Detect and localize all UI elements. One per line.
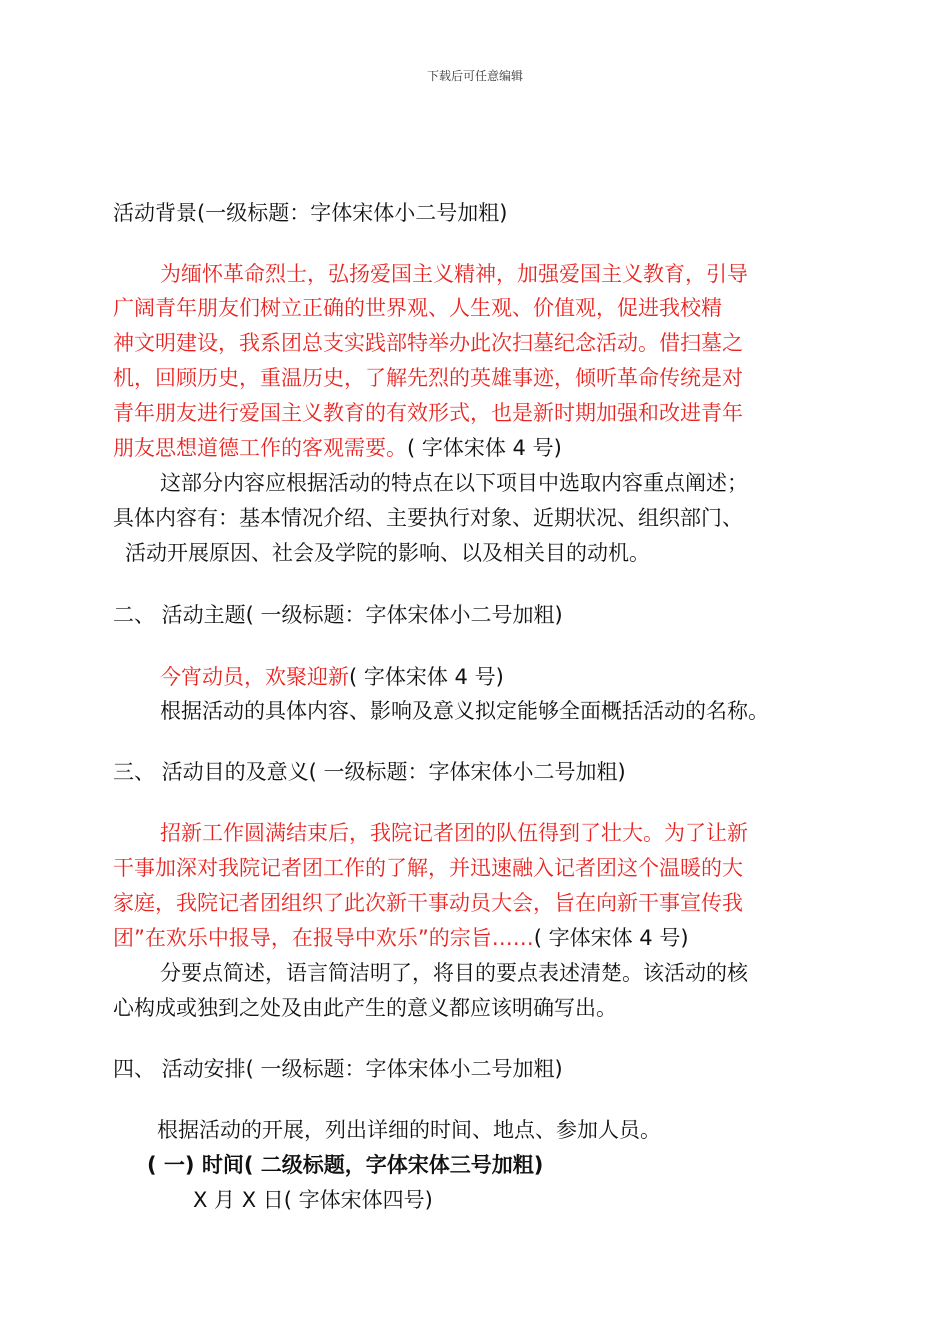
s3-red-line-4 bbox=[113, 923, 689, 953]
section-4-title: 四、 活动安排( 一级标题：字体宋体小二号加粗) bbox=[113, 1057, 563, 1081]
s1-red-note: ( 字体宋体 4 号) bbox=[407, 436, 562, 460]
s1-red-line-6-text: 朋友思想道德工作的客观需要。 bbox=[113, 436, 407, 460]
s3-red-note: ( 字体宋体 4 号) bbox=[533, 926, 689, 950]
s2-theme-text: 今宵动员，欢聚迎新 bbox=[160, 665, 349, 689]
s4-date-line: X 月 X 日( 字体宋体四号) bbox=[193, 1188, 433, 1212]
section-3-title: 三、 活动目的及意义( 一级标题：字体宋体小二号加粗) bbox=[113, 760, 626, 784]
s3-black-line-1: 分要点简述，语言简洁明了，将目的要点表述清楚。该活动的核 bbox=[160, 961, 748, 985]
s2-theme-note: ( 字体宋体 4 号) bbox=[349, 665, 504, 689]
s1-black-line-1: 这部分内容应根据活动的特点在以下项目中选取内容重点阐述； bbox=[160, 471, 748, 495]
s1-red-line-5: 青年朋友进行爱国主义教育的有效形式，也是新时期加强和改进青年 bbox=[113, 401, 743, 425]
s4-intro: 根据活动的开展，列出详细的时间、地点、参加人员。 bbox=[157, 1118, 661, 1142]
s1-red-line-3: 神文明建设，我系团总支实践部特举办此次扫墓纪念活动。借扫墓之 bbox=[113, 331, 743, 355]
s3-red-line-2: 干事加深对我院记者团工作的了解，并迅速融入记者团这个温暖的大 bbox=[113, 856, 743, 880]
s1-red-line-4: 机，回顾历史，重温历史，了解先烈的英雄事迹，倾听革命传统是对 bbox=[113, 366, 743, 390]
s3-red-line-4-text: 团”在欢乐中报导，在报导中欢乐”的宗旨…… bbox=[113, 926, 534, 950]
s1-black-line-2: 具体内容有：基本情况介绍、主要执行对象、近期状况、组织部门、 bbox=[113, 506, 743, 530]
s1-black-line-3: 活动开展原因、社会及学院的影响、以及相关目的动机。 bbox=[125, 541, 650, 565]
s1-red-line-2: 广阔青年朋友们树立正确的世界观、人生观、价值观，促进我校精 bbox=[113, 296, 722, 320]
page-header: 下载后可任意编辑 bbox=[426, 69, 523, 83]
s3-red-line-3: 家庭，我院记者团组织了此次新干事动员大会，旨在向新干事宣传我 bbox=[113, 891, 743, 915]
s2-theme-line bbox=[160, 662, 504, 692]
s2-black-line: 根据活动的具体内容、影响及意义拟定能够全面概括活动的名称。 bbox=[160, 699, 769, 723]
s4-subheading-time: ( 一) 时间( 二级标题，字体宋体三号加粗) bbox=[147, 1153, 544, 1177]
s1-red-line-6 bbox=[113, 433, 562, 463]
s1-red-line-1: 为缅怀革命烈士，弘扬爱国主义精神，加强爱国主义教育，引导 bbox=[160, 262, 748, 286]
s3-red-line-1: 招新工作圆满结束后，我院记者团的队伍得到了壮大。为了让新 bbox=[160, 821, 748, 845]
s3-black-line-2: 心构成或独到之处及由此产生的意义都应该明确写出。 bbox=[113, 996, 617, 1020]
section-2-title: 二、 活动主题( 一级标题：字体宋体小二号加粗) bbox=[113, 603, 563, 627]
section-1-title: 活动背景(一级标题：字体宋体小二号加粗) bbox=[113, 201, 508, 225]
